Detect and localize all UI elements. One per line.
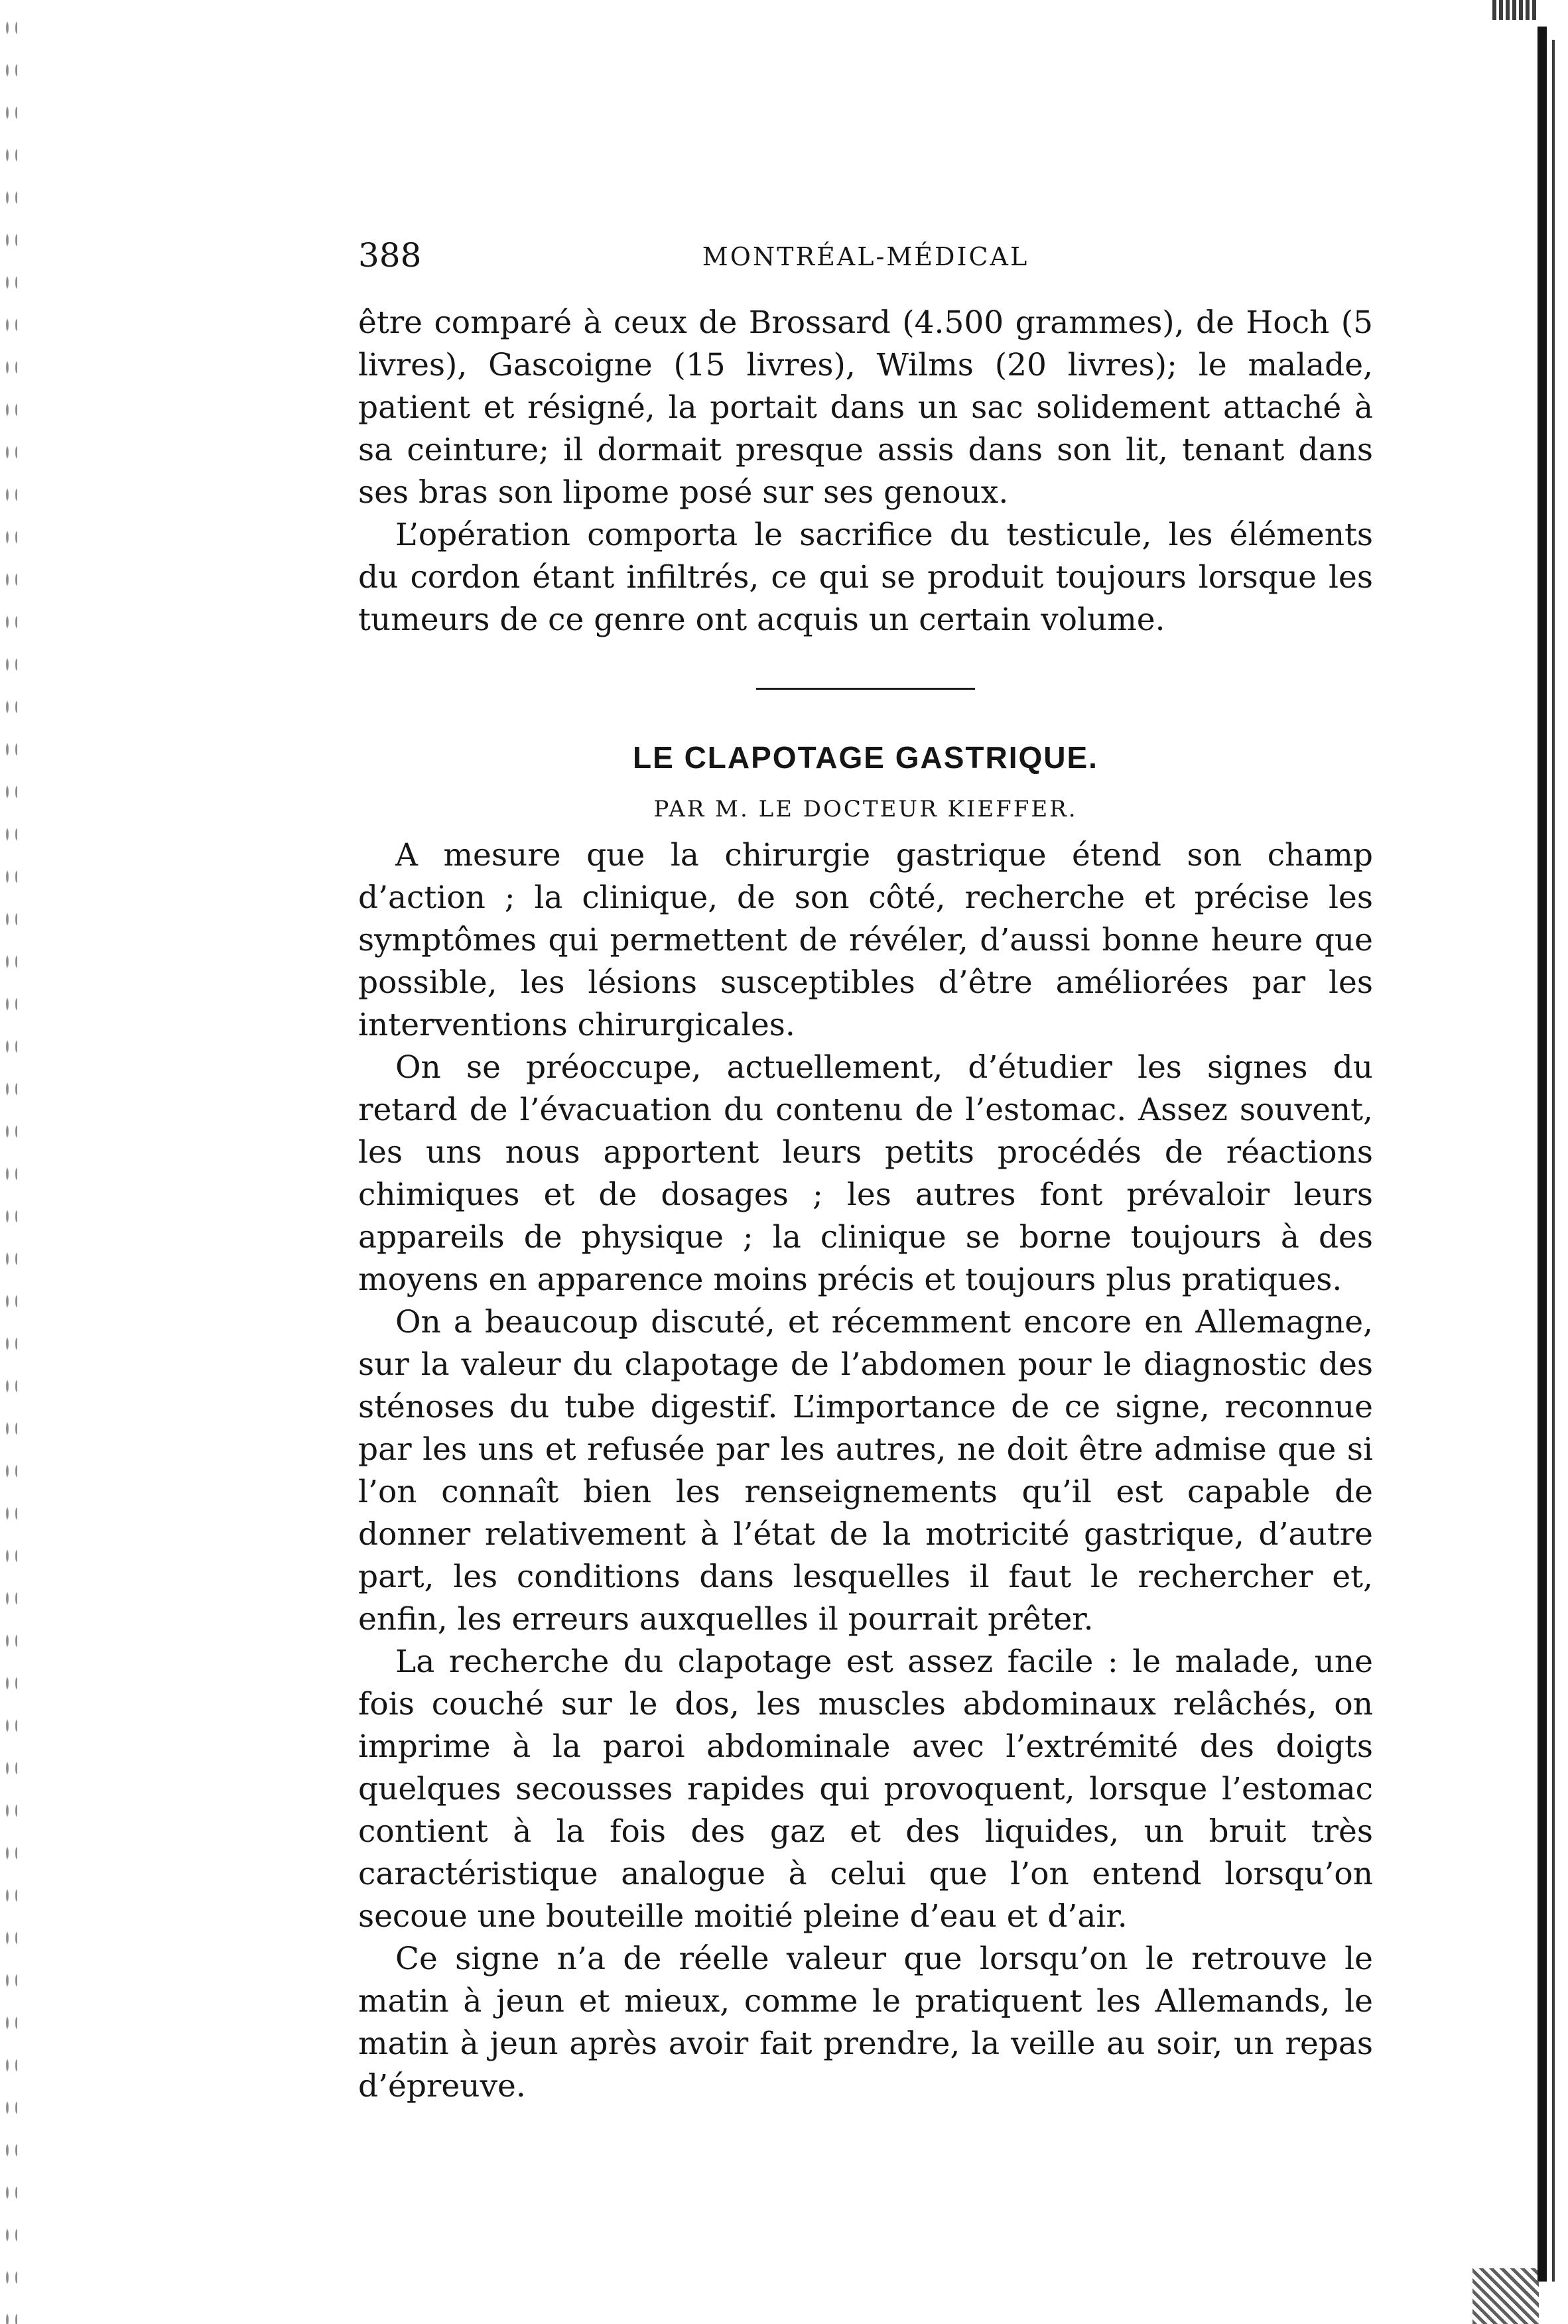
previous-article-ending <box>358 302 1373 641</box>
scan-edge-top-artifact <box>1492 0 1539 20</box>
scan-binding-edge <box>1537 27 1547 2282</box>
paragraph: A mesure que la chirurgie gastrique étend son champ d’action ; la clinique, de son côté, recherche et précise les symptômes qui permettent de révéler, d’aussi bonne heure que possible, les lésions susceptibles d’être améliorées par les interventions chirurgicales. <box>358 837 1373 1043</box>
paragraph: La recherche du clapotage est assez facile : le malade, une fois couché sur le dos, les muscles abdominaux relâchés, on imprime à la paroi abdominale avec l’extrémité des doigts quelques secousses rapides qui provoquent, lorsque l’estomac contient à la fois des gaz et des liquides, un bruit très caractéristique analogue à celui que l’on entend lorsqu’on secoue une bouteille moitié pleine d’eau et d’air. <box>358 1644 1373 1935</box>
section-divider-rule <box>756 688 975 690</box>
article <box>358 738 1373 2108</box>
article-title: LE CLAPOTAGE GASTRIQUE. <box>633 740 1098 775</box>
page-number: 388 <box>358 236 422 275</box>
paragraph: On a beaucoup discuté, et récemment encore en Allemagne, sur la valeur du clapotage de l’abdomen pour le diagnostic des sténoses du tube digestif. L’importance de ce signe, reconnue par les uns et refusée par les autres, ne doit être admise que si l’on connaît bien les renseignements qu’il est capable de donner relativement à l’état de la motricité gastrique, d’autre part, les conditions dans lesquelles il faut le rechercher et, enfin, les erreurs auxquelles il pourrait prêter. <box>358 1304 1373 1638</box>
paragraph: On se préoccupe, actuellement, d’étudier les signes du retard de l’évacuation du contenu de l’estomac. Assez souvent, les uns nous apportent leurs petits procédés de réactions chimiques et de dosages ; les autres font prévaloir leurs appareils de physique ; la clinique se borne toujours à des moyens en apparence moins précis et toujours plus pratiques. <box>358 1049 1373 1298</box>
paragraph: L’opération comporta le sacrifice du testicule, les éléments du cordon étant infiltrés, ce qui se produit toujours lorsque les tumeurs de ce genre ont acquis un certain volume. <box>358 517 1373 638</box>
book-page <box>358 235 1373 2108</box>
scan-margin-specks <box>0 0 17 2324</box>
scan-binding-edge-thin <box>1552 40 1555 2282</box>
paragraph-continued: être comparé à ceux de Brossard (4.500 grammes), de Hoch (5 livres), Gascoigne (15 livres), Wilms (20 livres); le malade, patient et résigné, la portait dans un sac solidement attaché à sa ceinture; il dormait presque assis dans son lit, tenant dans ses bras son lipome posé sur ses genoux. <box>358 304 1373 511</box>
running-head <box>358 235 1373 275</box>
paragraph: Ce signe n’a de réelle valeur que lorsqu’on le retrouve le matin à jeun et mieux, comme le pratiquent les Allemands, le matin à jeun après avoir fait prendre, la veille au soir, un repas d’épreuve. <box>358 1941 1373 2104</box>
article-byline: PAR M. LE DOCTEUR KIEFFER. <box>653 796 1078 822</box>
journal-title: MONTRÉAL-MÉDICAL <box>702 242 1029 271</box>
scan-edge-bottom-artifact <box>1472 2268 1539 2324</box>
